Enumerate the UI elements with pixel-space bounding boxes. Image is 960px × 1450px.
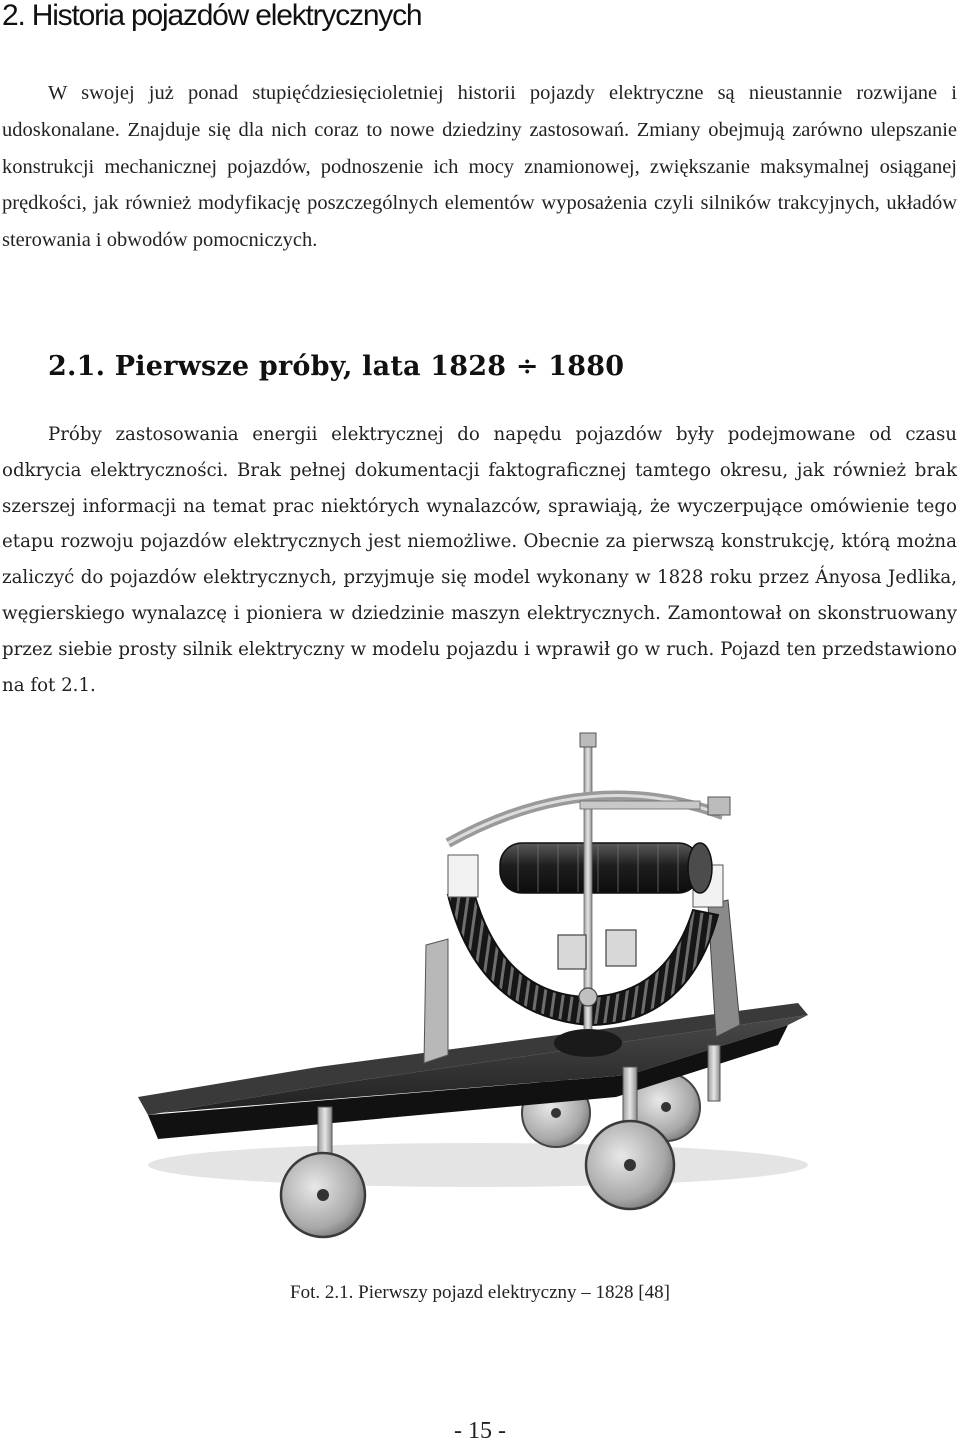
section-paragraph: Próby zastosowania energii elektrycznej do napędu pojazdów były podejmowane od czasu odkrycia elektryczności. Brak pełnej dokumentacji faktograficznej tamtego okresu, jak również brak szerszej informacji na temat prac niektórych wynalazców, sprawiają, że wyczerpujące omówienie tego etapu rozwoju pojazdów elektrycznych jest niemożliwe. Obecnie za pierwszą konstrukcję, którą można zaliczyć do pojazdów elektrycznych, przyjmuje się model wykonany w 1828 roku przez Ányosa Jedlika, węgierskiego wynalazcę i pioniera w dziedzinie maszyn elektrycznych. Zamontował on skonstruowany przez siebie prosty silnik elektryczny w modelu pojazdu i wprawił go w ruch. Pojazd ten przedstawiono na fot 2.1. bbox=[2, 424, 957, 696]
figure-photo-first-electric-vehicle bbox=[118, 725, 838, 1265]
chapter-intro-paragraph: W swojej już ponad stupięćdziesięcioletniej historii pojazdy elektryczne są nieustannie rozwijane i udoskonalane. Znajduje się dla nich coraz to nowe dziedziny zastosowań. Zmiany obejmują zarówno ulepszanie konstrukcji mechanicznej pojazdów, podnoszenie ich mocy znamionowej, zwiększanie maksymalnej osiąganej prędkości, jak również modyfikację poszczególnych elementów wyposażenia czyli silników trakcyjnych, układów sterowania i obwodów pomocniczych. bbox=[2, 82, 957, 252]
section-title: 2.1. Pierwsze próby, lata 1828 ÷ 1880 bbox=[48, 351, 625, 382]
figure-caption: Fot. 2.1. Pierwszy pojazd elektryczny – 1828 [48] bbox=[290, 1282, 670, 1303]
electric-vehicle-model-illustration bbox=[118, 725, 838, 1265]
rotor-coil bbox=[500, 843, 712, 893]
chapter-title: 2. Historia pojazdów elektrycznych bbox=[2, 0, 422, 32]
page-number: - 15 - bbox=[454, 1418, 506, 1444]
